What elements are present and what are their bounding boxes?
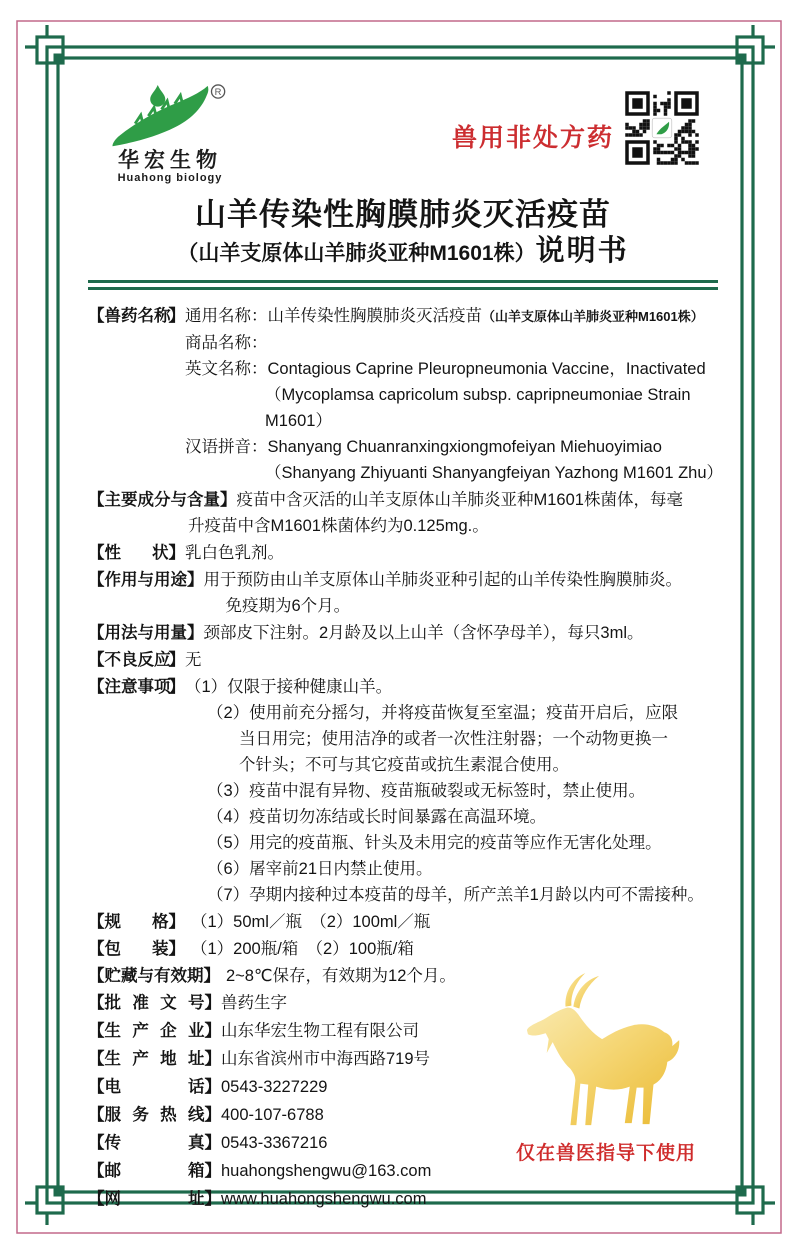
frame-corner-ornament-tr [737,25,775,63]
section-value: 通用名称：山羊传染性胸膜肺炎灭活疫苗（山羊支原体山羊肺炎亚种M1601株） 商品名称： 英文名称：Contagious Caprine Pleuropneumonia Vaccine，Inactivated （Mycoplamsa capricolum subsp. capripneumoniae Strain M1601） 汉语拼音：Shanyang Chuanranxingxiongmofeiyan Miehuoyimiao （Shanyang Zhiyuanti Shanyangfeiyan Yazhong M1601 Zhu） [185,307,724,482]
manufacturer-row: 【生产企业】 山东华宏生物工程有限公司 [88,1018,718,1044]
section-label: 【注意事项】 [88,678,185,696]
goat-icon [512,970,704,1138]
precaution-item: （2）使用前充分摇匀，并将疫苗恢复至室温；疫苗开启后，应限 [207,704,679,722]
website-row: 【网址】 www.huahongshengwu.com [88,1186,718,1212]
section-label: 【用法与用量】 [88,624,204,642]
subtitle-suffix: 说明书 [535,235,629,267]
vet-guidance-note: 仅在兽医指导下使用 [515,1143,696,1164]
email-row: 【邮箱】 huahongshengwu@163.com [88,1158,718,1184]
indications-row: 【作用与用途】 用于预防由山羊支原体山羊肺炎亚种引起的山羊传染性胸膜肺炎。 免疫期为6个月。 [88,567,718,619]
section-label: 【传真】 [88,1134,221,1152]
precaution-item-cont: 当日用完；使用洁净的或者一次性注射器；一个动物更换一 [239,730,668,748]
logo-leaf-icon [108,84,232,150]
logo-droplet-icon [150,85,165,107]
page-subtitle [88,234,718,273]
svg-text:R: R [214,85,222,97]
goat-body [527,1008,679,1126]
section-label: 【性状】 [88,544,185,562]
subtitle-strain: （山羊支原体山羊肺炎亚种M1601株） [177,242,536,265]
phone-row: 【电话】 0543-3227229 [88,1074,718,1100]
qr-code [620,86,704,170]
section-label: 【生产企业】 [88,1022,221,1040]
precaution-item: （4）疫苗切勿冻结或长时间暴露在高温环境。 [207,808,547,826]
precaution-item: （6）屠宰前21日内禁止使用。 [207,860,433,878]
company-logo [102,84,238,185]
precaution-item: （5）用完的疫苗瓶、针头及未用完的疫苗等应作无害化处理。 [207,834,662,852]
drug-name-row [88,303,724,486]
otc-badge: 兽用非处方药 [452,124,615,152]
precautions-row [88,674,718,908]
address-row: 【生产地址】 山东省滨州市中海西路719号 [88,1046,718,1072]
section-label: 【贮藏与有效期】 [88,967,220,985]
fax-row: 【传真】 0543-3367216 [88,1130,718,1156]
frame-corner-ornament-tl [25,25,63,63]
dosage-row: 【用法与用量】 颈部皮下注射。2月龄及以上山羊（含怀孕母羊），每只3ml。 [88,620,718,646]
section-label: 【网址】 [88,1190,221,1208]
approval-number-row: 【批准文号】 兽药生字 [88,990,718,1016]
precaution-item: （1）仅限于接种健康山羊。 [185,678,393,696]
storage-row: 【贮藏与有效期】 2~8℃保存，有效期为12个月。 [88,963,718,989]
precaution-item-cont: 个针头；不可与其它疫苗或抗生素混合使用。 [239,756,569,774]
section-label: 【主要成分与含量】 [88,491,237,509]
page-title: 山羊传染性胸膜肺炎灭活疫苗 [195,197,611,232]
header [88,84,718,186]
title-divider [88,280,718,290]
packaging-row: 【包装】 （1）200瓶/箱 （2）100瓶/箱 [88,936,718,962]
frame-corner-ornament-bl [25,1187,63,1225]
registered-mark-icon [211,85,224,98]
section-label: 【批准文号】 [88,994,221,1012]
hotline-row: 【服务热线】 400-107-6788 [88,1102,718,1128]
section-label: 【服务热线】 [88,1106,221,1124]
qr-center-logo [652,118,672,138]
section-label: 【兽药名称】 [88,307,185,325]
section-label: 【不良反应】 [88,651,185,669]
specification-row: 【规格】 （1）50ml／瓶 （2）100ml／瓶 [88,909,718,935]
section-label: 【规格】 [88,913,185,931]
composition-row: 【主要成分与含量】疫苗中含灭活的山羊支原体山羊肺炎亚种M1601株菌体，每毫 升疫苗中含M1601株菌体约为0.125mg.。 [88,491,683,535]
strain-note: （山羊支原体山羊肺炎亚种M1601株） [482,309,704,324]
section-label: 【作用与用途】 [88,571,204,589]
precaution-item: （7）孕期内接种过本疫苗的母羊，所产羔羊1月龄以内可不需接种。 [207,886,704,904]
precaution-item: （3）疫苗中混有异物、疫苗瓶破裂或无标签时，禁止使用。 [207,782,646,800]
frame-corner-ornament-br [737,1187,775,1225]
logo-en-text: Huahong biology [117,172,223,184]
description-row: 【性状】 乳白色乳剂。 [88,540,718,566]
section-label: 【电话】 [88,1078,221,1096]
adverse-reactions-row: 【不良反应】 无 [88,647,718,673]
section-label: 【邮箱】 [88,1162,221,1180]
section-label: 【生产地址】 [88,1050,221,1068]
logo-cn-text: 华宏生物 [118,149,222,172]
section-label: 【包装】 [88,940,185,958]
